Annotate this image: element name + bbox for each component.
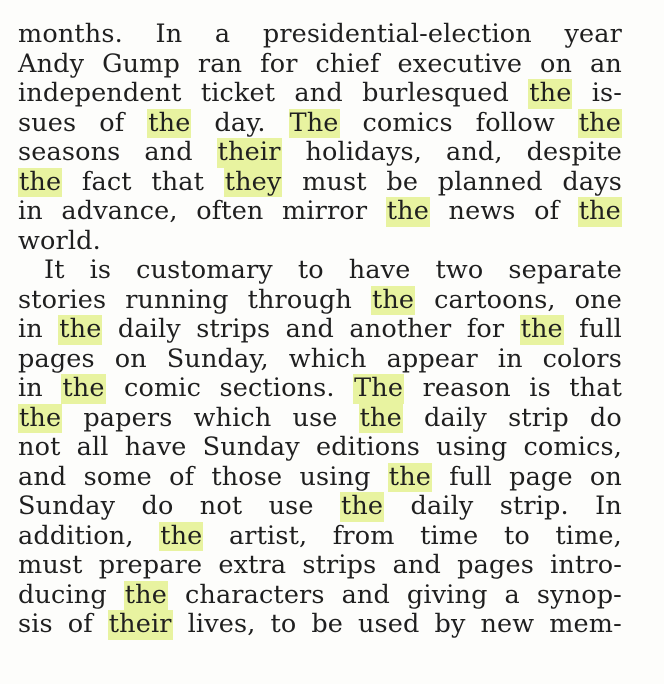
word: another [349, 314, 452, 344]
word: world. [18, 225, 101, 256]
text-line [18, 492, 622, 522]
word: addition, [18, 520, 134, 551]
word: on [589, 461, 622, 492]
word: a [504, 579, 520, 610]
highlighted-word: the [520, 314, 563, 344]
word: of [99, 107, 125, 138]
word: holidays, [305, 137, 423, 167]
word: by [434, 609, 466, 639]
text-line [18, 197, 622, 227]
word: day. [214, 107, 266, 138]
word: strip [508, 402, 569, 433]
word: comics, [523, 432, 622, 462]
word: independent [18, 78, 182, 108]
word: Sunday [202, 432, 300, 462]
text-line [18, 522, 622, 552]
word: Sunday [18, 491, 116, 521]
word: strip. [499, 491, 569, 521]
word: fact [81, 166, 132, 197]
word: Gump [102, 48, 180, 79]
word: extra [218, 550, 287, 580]
text-line [18, 374, 622, 404]
word: often [196, 196, 264, 226]
word: must [302, 166, 367, 197]
highlighted-word: the [359, 402, 402, 433]
word: giving [406, 579, 488, 610]
word: and [18, 461, 67, 492]
highlighted-word: The [289, 107, 339, 138]
word: reason [422, 373, 511, 403]
word: using [436, 432, 508, 462]
highlighted-word: their [217, 137, 281, 167]
text-line [18, 404, 622, 434]
highlighted-word: they [224, 166, 282, 197]
word: prepare [98, 550, 203, 580]
word: from [332, 520, 395, 551]
text-line [18, 168, 622, 198]
word: time [420, 520, 479, 551]
word: cartoons, [434, 284, 556, 315]
word: through [247, 284, 352, 315]
text-line [18, 20, 622, 50]
word: be [311, 609, 344, 639]
word: do [141, 491, 174, 521]
word: and, [445, 137, 503, 167]
word: seasons [18, 137, 121, 167]
word: follow [475, 107, 555, 138]
highlighted-word: the [578, 196, 621, 226]
word: sis [18, 609, 53, 639]
word: advance, [61, 196, 178, 226]
word: that [151, 166, 205, 197]
word: use [292, 402, 338, 433]
text-line [18, 109, 622, 139]
highlighted-word: The [354, 373, 404, 403]
word: Andy [18, 48, 85, 79]
highlighted-word: the [62, 373, 105, 403]
word: daily [410, 491, 474, 521]
word: characters [184, 579, 325, 610]
word: and [341, 579, 390, 610]
text-line [18, 227, 622, 257]
word: is [529, 373, 551, 403]
word: new [480, 609, 535, 639]
word: separate [508, 255, 622, 285]
text-line [18, 345, 622, 375]
highlighted-word: the [124, 579, 167, 610]
word: burlesqued [362, 78, 509, 108]
word: those [211, 461, 283, 492]
word: pages [18, 343, 95, 374]
word: of [169, 461, 195, 492]
word: and [392, 550, 441, 580]
word: papers [83, 402, 173, 433]
word: In [155, 19, 183, 49]
word: using [299, 461, 371, 492]
word: time, [555, 520, 622, 551]
word: not [18, 432, 61, 462]
word: days [562, 166, 622, 197]
word: Sunday, [166, 343, 269, 374]
word: ducing [18, 579, 107, 610]
text-line [18, 315, 622, 345]
word: in [18, 314, 43, 344]
highlighted-word: the [388, 461, 432, 492]
word: running [125, 284, 229, 315]
word: chief [315, 48, 380, 79]
word: colors [542, 343, 622, 374]
word: sues [18, 107, 77, 138]
word: two [435, 255, 484, 285]
word: an [590, 48, 622, 79]
word: ticket [200, 78, 276, 108]
word: executive [397, 48, 523, 79]
word: in [18, 196, 43, 226]
text-line [18, 79, 622, 109]
highlighted-word: the [19, 402, 62, 433]
word: in [18, 373, 43, 403]
word: some [83, 461, 152, 492]
word: despite [526, 137, 622, 167]
word: synop- [536, 579, 622, 610]
word: do [589, 402, 622, 433]
word: pages [457, 550, 534, 580]
word: which [193, 402, 272, 433]
highlighted-word: the [59, 314, 102, 344]
word: mirror [282, 196, 368, 226]
word: of [534, 196, 560, 226]
word: have [124, 432, 187, 462]
text-line [18, 551, 622, 581]
highlighted-word: the [160, 520, 203, 551]
word: appear [386, 343, 478, 374]
word: a [214, 19, 231, 49]
word: and [285, 314, 335, 344]
word: used [357, 609, 420, 639]
highlighted-word: the [529, 78, 572, 108]
text-line [18, 433, 622, 463]
word: be [386, 166, 419, 197]
word: editions [315, 432, 421, 462]
word: is [89, 255, 112, 285]
word: artist, [228, 520, 308, 551]
word: In [595, 491, 622, 521]
word: strips [302, 550, 377, 580]
text-line [18, 138, 622, 168]
word: intro- [550, 550, 622, 580]
word: on [540, 48, 573, 79]
word: mem- [549, 609, 622, 639]
word: daily [423, 402, 487, 433]
word: months. [18, 19, 123, 49]
word: to [503, 520, 530, 551]
word: presidential-election [262, 19, 532, 49]
highlighted-word: the [148, 107, 191, 138]
highlighted-word: the [386, 196, 429, 226]
word: for [260, 48, 298, 79]
word: strips [196, 314, 271, 344]
word: to [270, 609, 297, 639]
word: It [44, 255, 65, 285]
text-line [18, 581, 622, 611]
article-text [18, 20, 622, 640]
word: one [574, 284, 622, 315]
word: to [297, 255, 324, 285]
word: is- [591, 78, 622, 108]
word: daily [117, 314, 181, 344]
highlighted-word: their [108, 609, 172, 639]
highlighted-word: the [19, 166, 62, 197]
word: in [497, 343, 523, 374]
word: news [448, 196, 516, 226]
word: full [579, 314, 622, 344]
text-line [18, 463, 622, 493]
word: planned [437, 166, 543, 197]
word: of [67, 609, 93, 639]
word: ran [197, 48, 243, 79]
word: stories [18, 284, 107, 315]
word: page [509, 461, 573, 492]
highlighted-word: the [340, 491, 384, 521]
word: sections. [219, 373, 335, 403]
word: lives, [187, 609, 256, 639]
word: full [449, 461, 492, 492]
text-line [18, 610, 622, 640]
word: on [114, 343, 147, 374]
highlighted-word: the [578, 107, 621, 138]
word: comics [362, 107, 453, 138]
word: all [76, 432, 109, 462]
word: and [294, 78, 343, 108]
word: and [144, 137, 193, 167]
word: which [288, 343, 367, 374]
text-line [18, 50, 622, 80]
word: not [199, 491, 243, 521]
word: must [18, 550, 83, 580]
word: that [569, 373, 622, 403]
word: have [348, 255, 411, 285]
word: use [268, 491, 314, 521]
paragraph [18, 256, 622, 640]
text-line [18, 286, 622, 316]
word: comic [124, 373, 202, 403]
paragraph [18, 20, 622, 256]
word: customary [136, 255, 273, 285]
text-line [18, 256, 622, 286]
word: year [564, 19, 622, 49]
word: for [466, 314, 505, 344]
highlighted-word: the [371, 284, 415, 315]
